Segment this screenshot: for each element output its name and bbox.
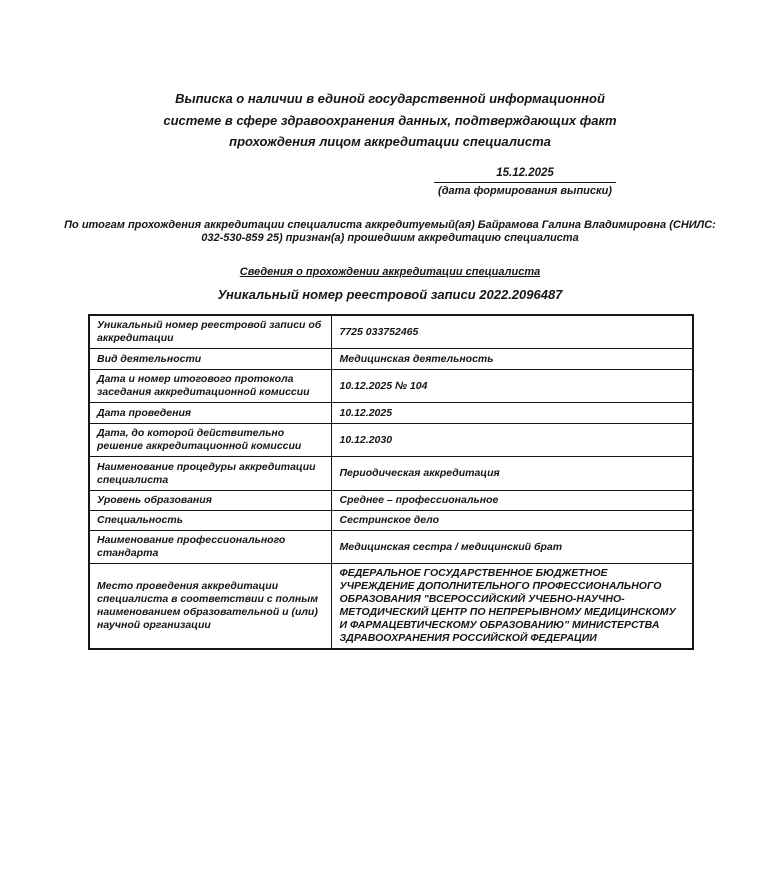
- row-value: 10.12.2025: [331, 403, 693, 424]
- row-label: Наименование процедуры аккредитации специалиста: [89, 457, 331, 491]
- row-label: Дата проведения: [89, 403, 331, 424]
- row-value: 7725 033752465: [331, 315, 693, 349]
- table-row: [89, 349, 693, 370]
- row-value: Медицинская деятельность: [331, 349, 693, 370]
- document-title-line: системе в сфере здравоохранения данных, подтверждающих факт: [163, 112, 617, 128]
- document-title-line: прохождения лицом аккредитации специалиста: [229, 134, 551, 149]
- row-label: Вид деятельности: [89, 349, 331, 370]
- row-label: Дата и номер итогового протокола заседания аккредитационной комиссии: [89, 370, 331, 403]
- row-label: Место проведения аккредитации специалиста в соответствии с полным наименованием образовательной и (или) научной организации: [89, 564, 331, 650]
- accreditation-table: [88, 314, 694, 650]
- row-label: Дата, до которой действительно решение аккредитационной комиссии: [89, 424, 331, 457]
- row-value: 10.12.2030: [331, 424, 693, 457]
- document-title: [90, 88, 690, 153]
- table-row: [89, 491, 693, 511]
- intro-paragraph: [40, 219, 740, 245]
- section-heading: Сведения о прохождении аккредитации специалиста: [239, 266, 541, 278]
- table-row: [89, 370, 693, 403]
- row-label: Уровень образования: [89, 491, 331, 511]
- formation-date: 15.12.2025: [434, 167, 616, 183]
- row-label: Специальность: [89, 511, 331, 531]
- table-row: [89, 424, 693, 457]
- table-row: [89, 511, 693, 531]
- table-row: [89, 531, 693, 564]
- row-value: ФЕДЕРАЛЬНОЕ ГОСУДАРСТВЕННОЕ БЮДЖЕТНОЕ УЧРЕЖДЕНИЕ ДОПОЛНИТЕЛЬНОГО ПРОФЕССИОНАЛЬНОГО ОБРАЗОВАНИЯ "ВСЕРОССИЙСКИЙ УЧЕБНО-НАУЧНО-МЕТОДИЧЕСКИЙ ЦЕНТР ПО НЕПРЕРЫВНОМУ МЕДИЦИНСКОМУ И ФАРМАЦЕВТИЧЕСКОМУ ОБРАЗОВАНИЮ" МИНИСТЕРСТВА ЗДРАВООХРАНЕНИЯ РОССИЙСКОЙ ФЕДЕРАЦИИ: [331, 564, 693, 650]
- table-row: [89, 564, 693, 650]
- registry-number-line: Уникальный номер реестровой записи 2022.2096487: [217, 287, 563, 302]
- intro-line: 032-530-859 25) признан(а) прошедшим аккредитацию специалиста: [201, 232, 579, 244]
- row-label: Наименование профессионального стандарта: [89, 531, 331, 564]
- intro-line: По итогам прохождения аккредитации специалиста аккредитуемый(ая) Байрамова Галина Владимировна (СНИЛС:: [64, 219, 716, 231]
- row-label: Уникальный номер реестровой записи об аккредитации: [89, 315, 331, 349]
- document-title-line: Выписка о наличии в единой государственной информационной: [175, 91, 605, 106]
- table-row: [89, 315, 693, 349]
- row-value: Среднее – профессиональное: [331, 491, 693, 511]
- table-row: [89, 403, 693, 424]
- table-row: [89, 457, 693, 491]
- formation-date-block: [434, 167, 616, 197]
- row-value: Периодическая аккредитация: [331, 457, 693, 491]
- row-value: Медицинская сестра / медицинский брат: [331, 531, 693, 564]
- row-value: Сестринское дело: [331, 511, 693, 531]
- row-value: 10.12.2025 № 104: [331, 370, 693, 403]
- formation-date-caption: (дата формирования выписки): [438, 185, 612, 197]
